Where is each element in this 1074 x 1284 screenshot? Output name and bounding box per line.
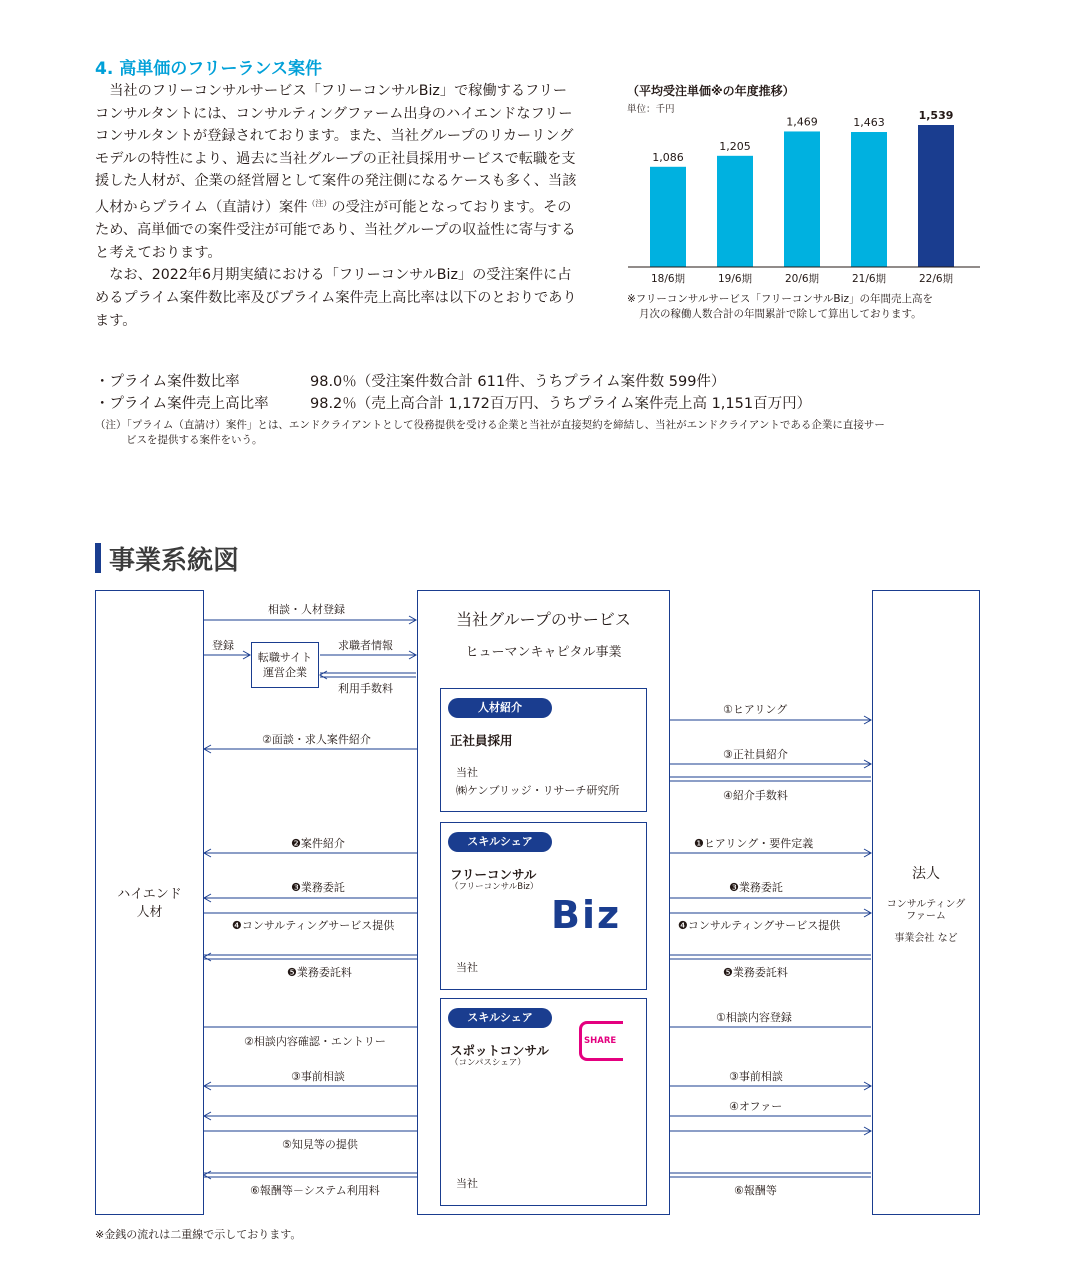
lbl-consult-register: 相談・人材登録 bbox=[268, 603, 345, 616]
section-heading: 4. 高単価のフリーランス案件 bbox=[95, 59, 323, 79]
lbl-consult-content: ①相談内容登録 bbox=[716, 1011, 792, 1024]
spot-consul-title: スポットコンサル bbox=[450, 1043, 549, 1058]
free-consul-panel bbox=[440, 822, 647, 990]
high-end-talent-label: ハイエンド 人材 bbox=[117, 887, 182, 920]
note-mark: （注） bbox=[307, 198, 332, 208]
x-tick-label: 22/6期 bbox=[918, 273, 954, 285]
lbl-case-intro: ❷案件紹介 bbox=[291, 837, 345, 850]
skill-share-pill: スキルシェア bbox=[448, 832, 552, 852]
lbl-outsourcing-left: ❸業務委託 bbox=[291, 881, 345, 894]
lbl-offer: ④オファー bbox=[729, 1100, 783, 1113]
stat-value-2: 98.2％（売上高合計 1,172百万円、うちプライム案件売上高 1,151百万円） bbox=[310, 396, 812, 412]
consulting-firm-label: コンサルティング ファーム bbox=[886, 899, 966, 922]
high-end-talent-box bbox=[95, 590, 204, 1215]
bar-value-label: 1,463 bbox=[853, 116, 885, 130]
chart-note-line-1: ※フリーコンサルサービス「フリーコンサルBiz」の年間売上高を bbox=[627, 293, 934, 305]
lbl-fulltime-intro: ③正社員紹介 bbox=[723, 748, 788, 761]
x-tick-label: 18/6期 bbox=[650, 273, 686, 285]
paragraph-2: なお、2022年6月期実績における「フリーコンサルBiz」の受注案件に占めるプライム案件数比率及びプライム案件売上高比率は以下のとおりであります。 bbox=[95, 267, 577, 329]
bar-value-label: 1,086 bbox=[652, 150, 684, 164]
panel3-company: 当社 bbox=[456, 1177, 478, 1190]
corporate-box bbox=[872, 590, 980, 1215]
free-consul-subtitle: （フリーコンサルBiz） bbox=[450, 882, 539, 892]
lbl-pre-consult-left: ③事前相談 bbox=[291, 1070, 345, 1083]
spot-consul-panel bbox=[440, 998, 647, 1206]
bar-value-label: 1,205 bbox=[719, 139, 751, 153]
lbl-knowledge: ⑤知見等の提供 bbox=[282, 1138, 358, 1151]
lbl-pre-consult-right: ③事前相談 bbox=[729, 1070, 783, 1083]
chart-unit: 単位：千円 bbox=[627, 104, 675, 115]
lbl-outsourcing-right: ❸業務委託 bbox=[729, 881, 783, 894]
lbl-fee-left: ❺業務委託料 bbox=[287, 966, 352, 979]
stat-label-2: ・プライム案件売上高比率 bbox=[95, 396, 269, 412]
chart-note-line-2: 月次の稼働人数合計の年間累計で除して算出しております。 bbox=[639, 308, 922, 320]
lbl-usage-fee: 利用手数料 bbox=[338, 682, 393, 695]
spot-consul-subtitle: （コンパスシェア） bbox=[450, 1058, 526, 1068]
lbl-hearing-req: ❶ヒアリング・要件定義 bbox=[694, 837, 814, 850]
stat-value-1: 98.0％（受注案件数合計 611件、うちプライム案件数 599件） bbox=[310, 374, 726, 390]
chart-title: （平均受注単価※の年度推移） bbox=[627, 84, 795, 98]
recruitment-panel bbox=[440, 688, 647, 812]
paragraph-1-end: の受注が可能となっております。そのため、高単価での案件受注が可能であり、当社グループの収益性に寄与すると考えております。 bbox=[95, 199, 576, 261]
business-company-label: 事業会社 など bbox=[894, 933, 958, 944]
money-flow-note: ※金銭の流れは二重線で示しております。 bbox=[95, 1228, 302, 1241]
lbl-hearing: ①ヒアリング bbox=[723, 703, 788, 716]
group-services-title: 当社グループのサービス bbox=[456, 610, 631, 629]
arrowhead bbox=[204, 953, 211, 961]
stat-label-1: ・プライム案件数比率 bbox=[95, 374, 240, 390]
share-logo-text: SHARE bbox=[584, 1036, 617, 1046]
job-site-label: 転職サイト 運営企業 bbox=[257, 651, 313, 679]
skill-share-pill-2: スキルシェア bbox=[448, 1008, 552, 1028]
recruitment-pill: 人材紹介 bbox=[448, 698, 552, 718]
lbl-consulting-left: ❹コンサルティングサービス提供 bbox=[232, 919, 395, 932]
lbl-register: 登録 bbox=[212, 639, 234, 652]
lbl-confirm-entry: ②相談内容確認・エントリー bbox=[244, 1035, 386, 1048]
lbl-interview: ②面談・求人案件紹介 bbox=[262, 733, 371, 746]
bar-value-label: 1,539 bbox=[918, 109, 954, 122]
arrowhead bbox=[320, 671, 327, 679]
lbl-intro-fee: ④紹介手数料 bbox=[723, 789, 788, 802]
lbl-seeker-info: 求職者情報 bbox=[338, 639, 393, 652]
job-site-box bbox=[251, 642, 319, 688]
footnote-line-1: （注）「プライム（直請け）案件」とは、エンドクライアントとして役務提供を受ける企業と当社が直接契約を締結し、当社がエンドクライアントである企業に直接サー bbox=[95, 419, 885, 431]
system-diagram-title: 事業系統図 bbox=[109, 546, 240, 576]
free-consul-title: フリーコンサル bbox=[450, 867, 537, 882]
lbl-reward-right: ⑥報酬等 bbox=[734, 1184, 777, 1197]
lbl-fee-right: ❺業務委託料 bbox=[723, 966, 788, 979]
share-logo bbox=[579, 1021, 623, 1061]
x-tick-label: 21/6期 bbox=[851, 273, 887, 285]
panel2-company: 当社 bbox=[456, 961, 478, 974]
lbl-reward-left: ⑥報酬等－システム利用料 bbox=[250, 1184, 380, 1197]
human-capital-label: ヒューマンキャピタル事業 bbox=[465, 645, 622, 660]
footnote-line-2: ビスを提供する案件をいう。 bbox=[126, 434, 263, 446]
panel1-subsidiary: ㈱ケンブリッジ・リサーチ研究所 bbox=[456, 784, 620, 797]
biz-logo: Biz bbox=[551, 893, 622, 937]
arrowhead bbox=[204, 1171, 211, 1179]
fulltime-hiring-title: 正社員採用 bbox=[450, 733, 513, 748]
x-tick-label: 20/6期 bbox=[784, 273, 820, 285]
corporate-label: 法人 bbox=[912, 866, 940, 882]
lbl-consulting-right: ❹コンサルティングサービス提供 bbox=[678, 919, 841, 932]
x-tick-label: 19/6期 bbox=[717, 273, 753, 285]
panel1-company: 当社 bbox=[456, 766, 478, 779]
paragraph-1-text: 当社のフリーコンサルサービス「フリーコンサルBiz」で稼働するフリーコンサルタントには、コンサルティングファーム出身のハイエンドなフリーコンサルタントが登録されております。また、当社グループのリカーリングモデルの特性により、過去に当社グループの正社員採用サービスで転職を支援した人材が、企業の経営層として案件の発注側になるケースも多く、当該人材からプライム（直請け）案件 bbox=[95, 83, 577, 216]
bar-value-label: 1,469 bbox=[786, 115, 818, 129]
